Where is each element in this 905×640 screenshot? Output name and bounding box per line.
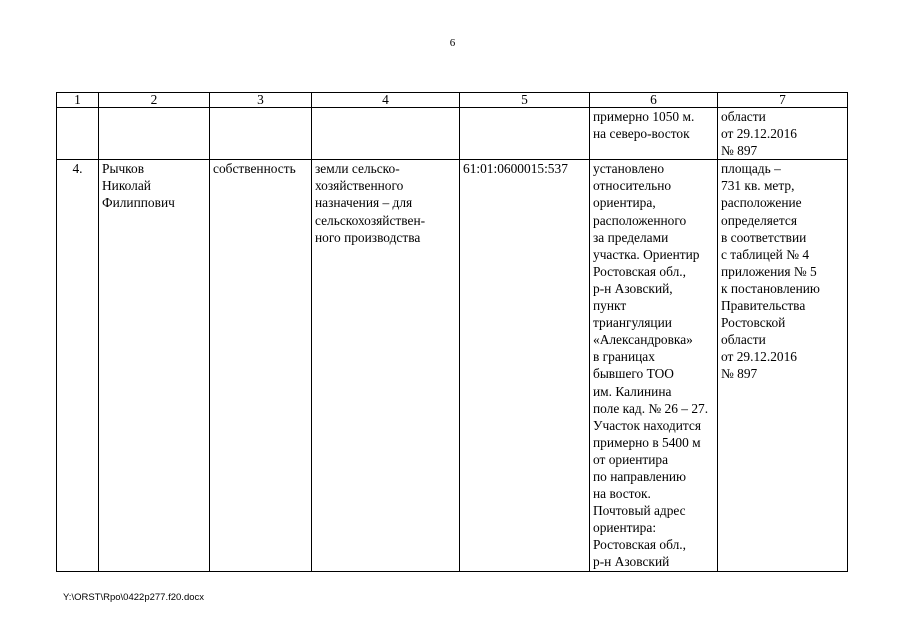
land-category-cell — [312, 108, 460, 160]
right-type-cell: собственность — [210, 160, 312, 571]
header-row — [57, 93, 848, 108]
table-header — [57, 93, 848, 108]
table-row — [57, 160, 848, 571]
page-number: 6 — [449, 37, 456, 49]
row-number-cell — [57, 108, 99, 160]
right-type-cell — [210, 108, 312, 160]
header-cell-3: 3 — [210, 93, 312, 108]
header-cell-7: 7 — [718, 93, 848, 108]
header-cell-6: 6 — [590, 93, 718, 108]
owner-name-cell: Рычков Николай Филиппович — [99, 160, 210, 571]
header-cell-4: 4 — [312, 93, 460, 108]
header-cell-5: 5 — [460, 93, 590, 108]
restriction-cell: площадь – 731 кв. метр, расположение определяется в соответствии с таблицей № 4 приложения № 5 к постановлению Правительства Ростовской области от 29.12.2016 № 897 — [718, 160, 848, 571]
land-category-cell: земли сельско- хозяйственного назначения – для сельскохозяйствен- ного производства — [312, 160, 460, 571]
restriction-cell: области от 29.12.2016 № 897 — [718, 108, 848, 160]
row-number-cell: 4. — [57, 160, 99, 571]
cadastral-number-cell — [460, 108, 590, 160]
table-row — [57, 108, 848, 160]
header-cell-1: 1 — [57, 93, 99, 108]
location-cell: установлено относительно ориентира, расположенного за пределами участка. Ориентир Ростовская обл., р-н Азовский, пункт триангуляции «Александровка» в границах бывшего ТОО им. Калинина поле кад. № 26 – 27. Участок находится примерно в 5400 м от ориентира по направлению на восток. Почтовый адрес ориентира: Ростовская обл., р-н Азовский — [590, 160, 718, 571]
header-cell-2: 2 — [99, 93, 210, 108]
cadastral-number-cell: 61:01:0600015:537 — [460, 160, 590, 571]
owner-name-cell — [99, 108, 210, 160]
document-table — [56, 92, 848, 572]
footer-file-path: Y:\ORST\Rpo\0422p277.f20.docx — [63, 592, 205, 603]
location-cell: примерно 1050 м. на северо-восток — [590, 108, 718, 160]
